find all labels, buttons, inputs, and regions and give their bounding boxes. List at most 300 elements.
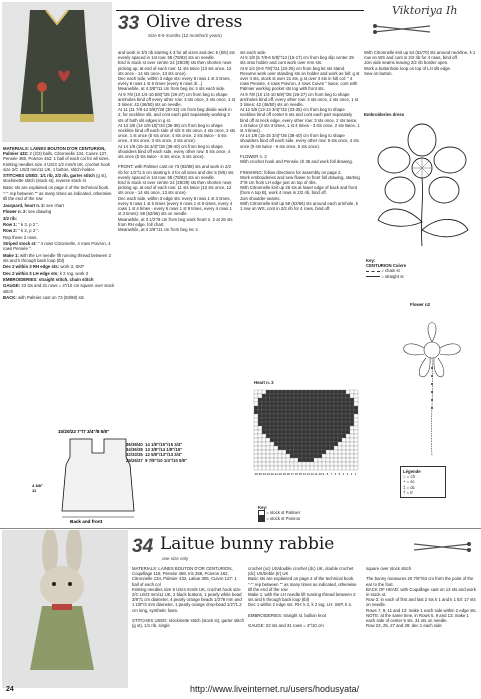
heart-cell	[290, 402, 294, 406]
heart-cell	[318, 446, 322, 450]
heart-cell	[302, 414, 306, 418]
heart-cell	[298, 446, 302, 450]
heart-cell	[302, 434, 306, 438]
section-33-number: 33	[118, 13, 140, 34]
heart-cell	[274, 394, 278, 398]
heart-cell	[342, 454, 346, 458]
heart-cell	[282, 438, 286, 442]
legend-ch: ○ = ch	[403, 474, 416, 480]
heart-cell	[254, 394, 258, 398]
olive-col1-paragraph: "-": rep between "" as many times as indicated, otherwise till the end of the row	[3, 191, 113, 202]
heart-cell	[326, 406, 330, 410]
heart-cell	[330, 394, 334, 398]
heart-cell	[338, 434, 342, 438]
heart-cell	[274, 450, 278, 454]
heart-cell	[354, 450, 358, 454]
heart-cell	[258, 426, 262, 430]
heart-cell	[306, 390, 310, 394]
heart-cell	[262, 394, 266, 398]
heart-cell	[322, 438, 326, 442]
schematic-top: 10/20/22 7"/7 3/4"/8 5/8"	[58, 429, 110, 434]
heart-cell	[282, 406, 286, 410]
heart-cell	[338, 410, 342, 414]
heart-cell	[330, 454, 334, 458]
heart-cell	[270, 454, 274, 458]
heart-cell	[342, 466, 346, 470]
heart-cell	[302, 422, 306, 426]
heart-cell	[258, 450, 262, 454]
heart-cell	[262, 442, 266, 446]
heart-cell	[302, 458, 306, 462]
heart-cell	[306, 414, 310, 418]
heart-cell	[334, 434, 338, 438]
heart-cell	[266, 390, 270, 394]
heart-cell	[310, 426, 314, 430]
heart-cell	[298, 422, 302, 426]
heart-cell	[322, 402, 326, 406]
heart-cell	[290, 450, 294, 454]
heart-cell	[350, 434, 354, 438]
heart-cell	[314, 422, 318, 426]
heart-cell	[314, 442, 318, 446]
heart-cell	[278, 422, 282, 426]
heart-cell	[290, 390, 294, 394]
heart-cell	[266, 406, 270, 410]
heart-cell	[270, 418, 274, 422]
olive-col1-paragraph: STITCHES USED: 1/1 rib, 2/2 rib, garter stitch (g st), stockinette stitch (stock st), reverse stock st	[3, 173, 109, 184]
heart-cell	[310, 418, 314, 422]
heart-cell	[274, 410, 278, 414]
heart-cell	[314, 418, 318, 422]
heart-cell	[306, 434, 310, 438]
olive-col1-paragraph: MATERIALS: LAINES BOUTON D'OR CENTURION, Palmier 432: 2 (2/3) balls, Citronnelle 134, Cuivre 127, Pensée 468, Poivron 462: 1 ball of each col for all sizes. Knitting needles size 4 US/3 1/2 mm/9 UK, crochet hook size 2/C US/3 mm/11 UK, 1 button, stitch-holder.	[3, 146, 112, 172]
heart-cell	[274, 462, 278, 466]
heart-cell	[290, 418, 294, 422]
heart-cell	[282, 422, 286, 426]
heart-cell	[254, 426, 258, 430]
heart-cell	[278, 442, 282, 446]
heart-cell	[354, 438, 358, 442]
heart-cell	[342, 430, 346, 434]
heart-cell	[306, 402, 310, 406]
heart-cell	[310, 390, 314, 394]
heart-cell	[266, 426, 270, 430]
heart-cell	[318, 406, 322, 410]
bunny-instructions-col3: square over stock stitch The bunny measures 20 7/8"/53 cm from the point of the ear to the foot. BACK OF HEAD: with Coquillage cast on 13 sts and work in stock st. Row 3: in each of first and last 2 sts k 1 and k 1 tbl: 17 sts on needle. Rows 7, 9, 11 and 13: make 1 each side within 2 edge sts. NOTE: at the same time, in Rows 5, 9 and 13: make 1 each side of center 5 sts. 31 sts on needle. Row 23, 25, 27 and 29: dec 1 each side	[366, 566, 477, 629]
heart-cell	[262, 414, 266, 418]
heart-cell	[290, 426, 294, 430]
heart-cell	[258, 430, 262, 434]
heart-cell	[354, 454, 358, 458]
heart-cell	[310, 446, 314, 450]
heart-cell	[286, 410, 290, 414]
heart-cell	[258, 434, 262, 438]
heart-cell	[354, 442, 358, 446]
heart-cell	[334, 410, 338, 414]
flower-n2-label: Flower n2	[410, 302, 431, 307]
dress-image	[2, 2, 112, 142]
olive-col1-paragraph: Dec 2 within 3 RH edge sts: work 3, SKP	[3, 264, 84, 270]
heart-cell	[278, 454, 282, 458]
heart-cell	[318, 458, 322, 462]
heart-cell	[342, 462, 346, 466]
heart-cell	[326, 450, 330, 454]
heart-cell	[354, 458, 358, 462]
heart-cell	[254, 462, 258, 466]
heart-cell	[298, 394, 302, 398]
heart-cell	[338, 454, 342, 458]
olive-col1-paragraph: Make 1: with the LH needle lift running thread between 2 sts and k through back loop (tbl)	[3, 252, 113, 263]
heart-cell	[350, 438, 354, 442]
heart-cell	[286, 430, 290, 434]
olive-col1-paragraph: Basic sts are explained on page 2 of the technical book.	[3, 184, 110, 190]
heart-cell	[326, 446, 330, 450]
embroideries-label: Embroideries dress	[364, 112, 405, 117]
heart-cell	[318, 418, 322, 422]
heart-col-number: 26	[254, 472, 258, 476]
heart-cell	[318, 430, 322, 434]
heart-cell	[318, 454, 322, 458]
heart-cell	[282, 414, 286, 418]
heart-cell	[282, 390, 286, 394]
heart-cell	[310, 406, 314, 410]
heart-cell	[286, 446, 290, 450]
heart-cell	[298, 442, 302, 446]
heart-cell	[270, 398, 274, 402]
heart-cell	[294, 462, 298, 466]
heart-cell	[262, 410, 266, 414]
heart-col-number: 4	[342, 472, 345, 476]
heart-cell	[310, 438, 314, 442]
olive-dress-photo	[2, 2, 112, 142]
heart-cell	[258, 394, 262, 398]
heart-cell	[330, 450, 334, 454]
heart-col-number: 13	[306, 472, 310, 476]
heart-cell	[266, 434, 270, 438]
heart-cell	[266, 410, 270, 414]
heart-cell	[258, 438, 262, 442]
heart-cell	[258, 398, 262, 402]
heart-cell	[258, 422, 262, 426]
section-34-subtitle: one size only	[162, 556, 189, 561]
heart-cell	[330, 406, 334, 410]
heart-cell	[310, 442, 314, 446]
heart-cell	[338, 406, 342, 410]
heart-cell	[326, 394, 330, 398]
needles-icon-2	[412, 540, 472, 559]
heart-cell	[270, 410, 274, 414]
heart-cell	[302, 402, 306, 406]
heart-cell	[322, 422, 326, 426]
heart-col-number: 11	[314, 472, 318, 476]
heart-cell	[338, 450, 342, 454]
heart-cell	[338, 422, 342, 426]
heart-cell	[286, 402, 290, 406]
heart-cell	[318, 438, 322, 442]
heart-cell	[354, 394, 358, 398]
heart-cell	[334, 458, 338, 462]
heart-cell	[270, 390, 274, 394]
olive-col1-paragraph: GAUGE: 23 sts and 31 rows = 4"/10 cm square over stock stitch	[3, 283, 116, 294]
heart-cell	[330, 422, 334, 426]
heart-cell	[294, 454, 298, 458]
heart-cell	[282, 462, 286, 466]
heart-cell	[294, 438, 298, 442]
heart-cell	[342, 406, 346, 410]
heart-cell	[310, 458, 314, 462]
heart-col-number: 8	[326, 472, 329, 476]
heart-cell	[306, 394, 310, 398]
heart-cell	[286, 406, 290, 410]
heart-cell	[274, 458, 278, 462]
heart-cell	[254, 450, 258, 454]
heart-cell	[270, 458, 274, 462]
olive-instructions-col1	[3, 146, 115, 300]
heart-cell	[290, 462, 294, 466]
heart-cell	[338, 438, 342, 442]
heart-cell	[342, 414, 346, 418]
embroidery-key: Key: CENTURION Cuivre = chain st = straight st	[366, 258, 478, 279]
heart-cell	[294, 418, 298, 422]
heart-cell	[338, 458, 342, 462]
heart-cell	[270, 446, 274, 450]
heart-cell	[282, 402, 286, 406]
heart-cell	[350, 398, 354, 402]
heart-cell	[278, 426, 282, 430]
heart-cell	[322, 458, 326, 462]
heart-cell	[342, 426, 346, 430]
heart-cell	[274, 402, 278, 406]
heart-cell	[254, 458, 258, 462]
heart-cell	[266, 466, 270, 470]
heart-cell	[258, 442, 262, 446]
heart-cell	[290, 398, 294, 402]
heart-cell	[354, 410, 358, 414]
heart-cell	[286, 442, 290, 446]
heart-cell	[326, 426, 330, 430]
heart-cell	[258, 410, 262, 414]
heart-cell	[342, 438, 346, 442]
heart-cell	[266, 430, 270, 434]
heart-cell	[302, 446, 306, 450]
heart-cell	[282, 450, 286, 454]
heart-cell	[270, 442, 274, 446]
key-palmier: = stock st Palmier	[258, 510, 300, 516]
heart-cell	[338, 414, 342, 418]
bunny-instructions-col1: MATERIALS: LAINES BOUTON D'OR CENTURION, Coquillage 118, Pensée 468, Iris 258, Poivron 462, Citronnelle 134, Palmier 432, Laitue 305, Cuivre 127: 1 ball of each col Knitting needles size 5 US/4 mm/8 UK, crochet hook size 2/C US/3 mm/11 UK, 2 black buttons, 1 pearly white bead 3/8"/1 cm diameter, 4 pearly orange beads 1/3"/8 mm and 1 1/8"/3 mm diameter, 1 pearly orange drop-bead 1/2"/1.2 cm long, synthetic foam. STITCHES USED: stockinette stitch (stock st), garter stitch (g st), 1/1 rib, single	[132, 566, 244, 629]
heart-cell	[334, 426, 338, 430]
heart-cell	[302, 466, 306, 470]
crochet-legend: Légende ○ = ch + = sc ‡ = dc † = tr	[400, 466, 446, 498]
heart-cell	[254, 430, 258, 434]
heart-cell	[350, 394, 354, 398]
heart-cell	[294, 442, 298, 446]
legend-tr: † = tr	[403, 489, 413, 495]
section-33-subtitle: Size 6-9 months (12 months/2 years)	[148, 33, 222, 38]
heart-cell	[346, 410, 350, 414]
heart-cell	[310, 398, 314, 402]
heart-cell	[294, 406, 298, 410]
heart-cell	[278, 462, 282, 466]
heart-cell	[318, 450, 322, 454]
heart-cell	[306, 406, 310, 410]
heart-cell	[354, 398, 358, 402]
heart-cell	[314, 426, 318, 430]
heart-cell	[302, 410, 306, 414]
heart-cell	[314, 466, 318, 470]
heart-cell	[322, 398, 326, 402]
olive-col1-paragraph: Row 1: " k 3, p 2 ".	[3, 221, 40, 227]
heart-cell	[270, 438, 274, 442]
heart-cell	[298, 466, 302, 470]
heart-cell	[322, 390, 326, 394]
heart-cell	[254, 466, 258, 470]
heart-col-number: 15	[298, 472, 302, 476]
heart-cell	[286, 450, 290, 454]
heart-cell	[322, 394, 326, 398]
heart-cell	[322, 418, 326, 422]
heart-cell	[298, 406, 302, 410]
heart-cell	[266, 394, 270, 398]
heart-col-number: 10	[318, 472, 322, 476]
heart-cell	[346, 450, 350, 454]
heart-cell	[278, 406, 282, 410]
heart-cell	[318, 402, 322, 406]
heart-cell	[282, 458, 286, 462]
heart-cell	[310, 466, 314, 470]
heart-cell	[278, 414, 282, 418]
heart-cell	[318, 398, 322, 402]
heart-cell	[302, 438, 306, 442]
heart-cell	[278, 458, 282, 462]
heart-cell	[274, 418, 278, 422]
heart-cell	[306, 430, 310, 434]
heart-cell	[258, 414, 262, 418]
heart-cell	[254, 390, 258, 394]
heart-cell	[270, 450, 274, 454]
heart-cell	[254, 414, 258, 418]
heart-cell	[294, 430, 298, 434]
heart-cell	[314, 434, 318, 438]
heart-cell	[270, 414, 274, 418]
heart-cell	[306, 458, 310, 462]
heart-cell	[302, 418, 306, 422]
heart-cell	[350, 414, 354, 418]
heart-cell	[330, 390, 334, 394]
heart-cell	[274, 442, 278, 446]
section-34-title: Laitue bunny rabbie	[160, 534, 335, 554]
heart-cell	[302, 450, 306, 454]
heart-cell	[342, 394, 346, 398]
heart-cell	[330, 446, 334, 450]
heart-cell	[278, 430, 282, 434]
heart-cell	[354, 406, 358, 410]
heart-cell	[290, 430, 294, 434]
heart-cell	[318, 434, 322, 438]
heart-cell	[330, 414, 334, 418]
heart-cell	[294, 402, 298, 406]
olive-col1-paragraph: Row 2: " k 2, p 3 ".	[3, 228, 40, 234]
heart-cell	[350, 454, 354, 458]
heart-cell	[262, 390, 266, 394]
heart-cell	[286, 422, 290, 426]
heart-cell	[314, 438, 318, 442]
heart-cell	[286, 462, 290, 466]
heart-cell	[314, 454, 318, 458]
heart-cell	[334, 450, 338, 454]
heart-cell	[350, 450, 354, 454]
heart-cell	[346, 430, 350, 434]
heart-cell	[350, 406, 354, 410]
heart-cell	[354, 426, 358, 430]
heart-cell	[338, 394, 342, 398]
heart-cell	[330, 418, 334, 422]
heart-cell	[262, 450, 266, 454]
heart-cell	[314, 406, 318, 410]
heart-cell	[346, 422, 350, 426]
schematic-sizes: 36/38/40 14 1/8"/15"/15 3/4" 34/36/38 13 3/8"/14 1/8"/15" 32/33/35 12 5/8"/13"/13 3/4" 25/26/27 9 7/8"/10 1/4"/10 5/8"	[126, 442, 188, 463]
heart-cell	[350, 462, 354, 466]
embroidery-flower-drawing	[364, 118, 480, 261]
heart-cell	[298, 434, 302, 438]
key-poivron: = stock st Poivron	[258, 516, 300, 522]
heart-cell	[354, 418, 358, 422]
heart-cell	[318, 462, 322, 466]
heart-cell	[334, 402, 338, 406]
heart-cell	[306, 446, 310, 450]
heart-cell	[338, 462, 342, 466]
heart-cell	[286, 394, 290, 398]
heart-cell	[326, 398, 330, 402]
heart-cell	[346, 398, 350, 402]
heart-cell	[346, 454, 350, 458]
heart-cell	[306, 410, 310, 414]
heart-cell	[330, 466, 334, 470]
heart-cell	[334, 390, 338, 394]
watermark-url[interactable]: http://www.liveinternet.ru/users/hodusyata/	[190, 684, 360, 694]
schematic-label: Back and front	[70, 519, 103, 524]
heart-cell	[310, 430, 314, 434]
olive-col1-paragraph: 3/2 rib:	[3, 215, 18, 221]
heart-cell	[254, 410, 258, 414]
heart-cell	[318, 410, 322, 414]
legend-sc: + = sc	[403, 479, 415, 485]
heart-cell	[354, 466, 358, 470]
heart-cell	[354, 402, 358, 406]
heart-cell	[302, 430, 306, 434]
olive-instructions-col4: With Citronnelle knit up 54 (62/70) sts around neckline, k 1 row on WS and cont in 2/2 rib for 4 rows, bind off. Join side seams leaving 2/2 rib border open. Work a buttonhole loop on top of LH slit edge. Sew on button.	[364, 50, 476, 76]
heart-cell	[314, 450, 318, 454]
heart-cell	[278, 410, 282, 414]
heart-cell	[334, 422, 338, 426]
heart-cell	[294, 394, 298, 398]
heart-cell	[354, 462, 358, 466]
heart-cell	[282, 418, 286, 422]
heart-cell	[314, 394, 318, 398]
heart-cell	[306, 426, 310, 430]
heart-cell	[302, 454, 306, 458]
olive-col1-paragraph: Flower n. 2: see drawing	[3, 209, 52, 215]
heart-cell	[310, 454, 314, 458]
heart-cell	[350, 426, 354, 430]
heart-cell	[282, 442, 286, 446]
heart-cell	[314, 398, 318, 402]
heart-col-number: 9	[322, 472, 325, 476]
heart-cell	[266, 398, 270, 402]
heart-col-number: 17	[290, 472, 294, 476]
heart-cell	[318, 394, 322, 398]
heart-cell	[330, 438, 334, 442]
